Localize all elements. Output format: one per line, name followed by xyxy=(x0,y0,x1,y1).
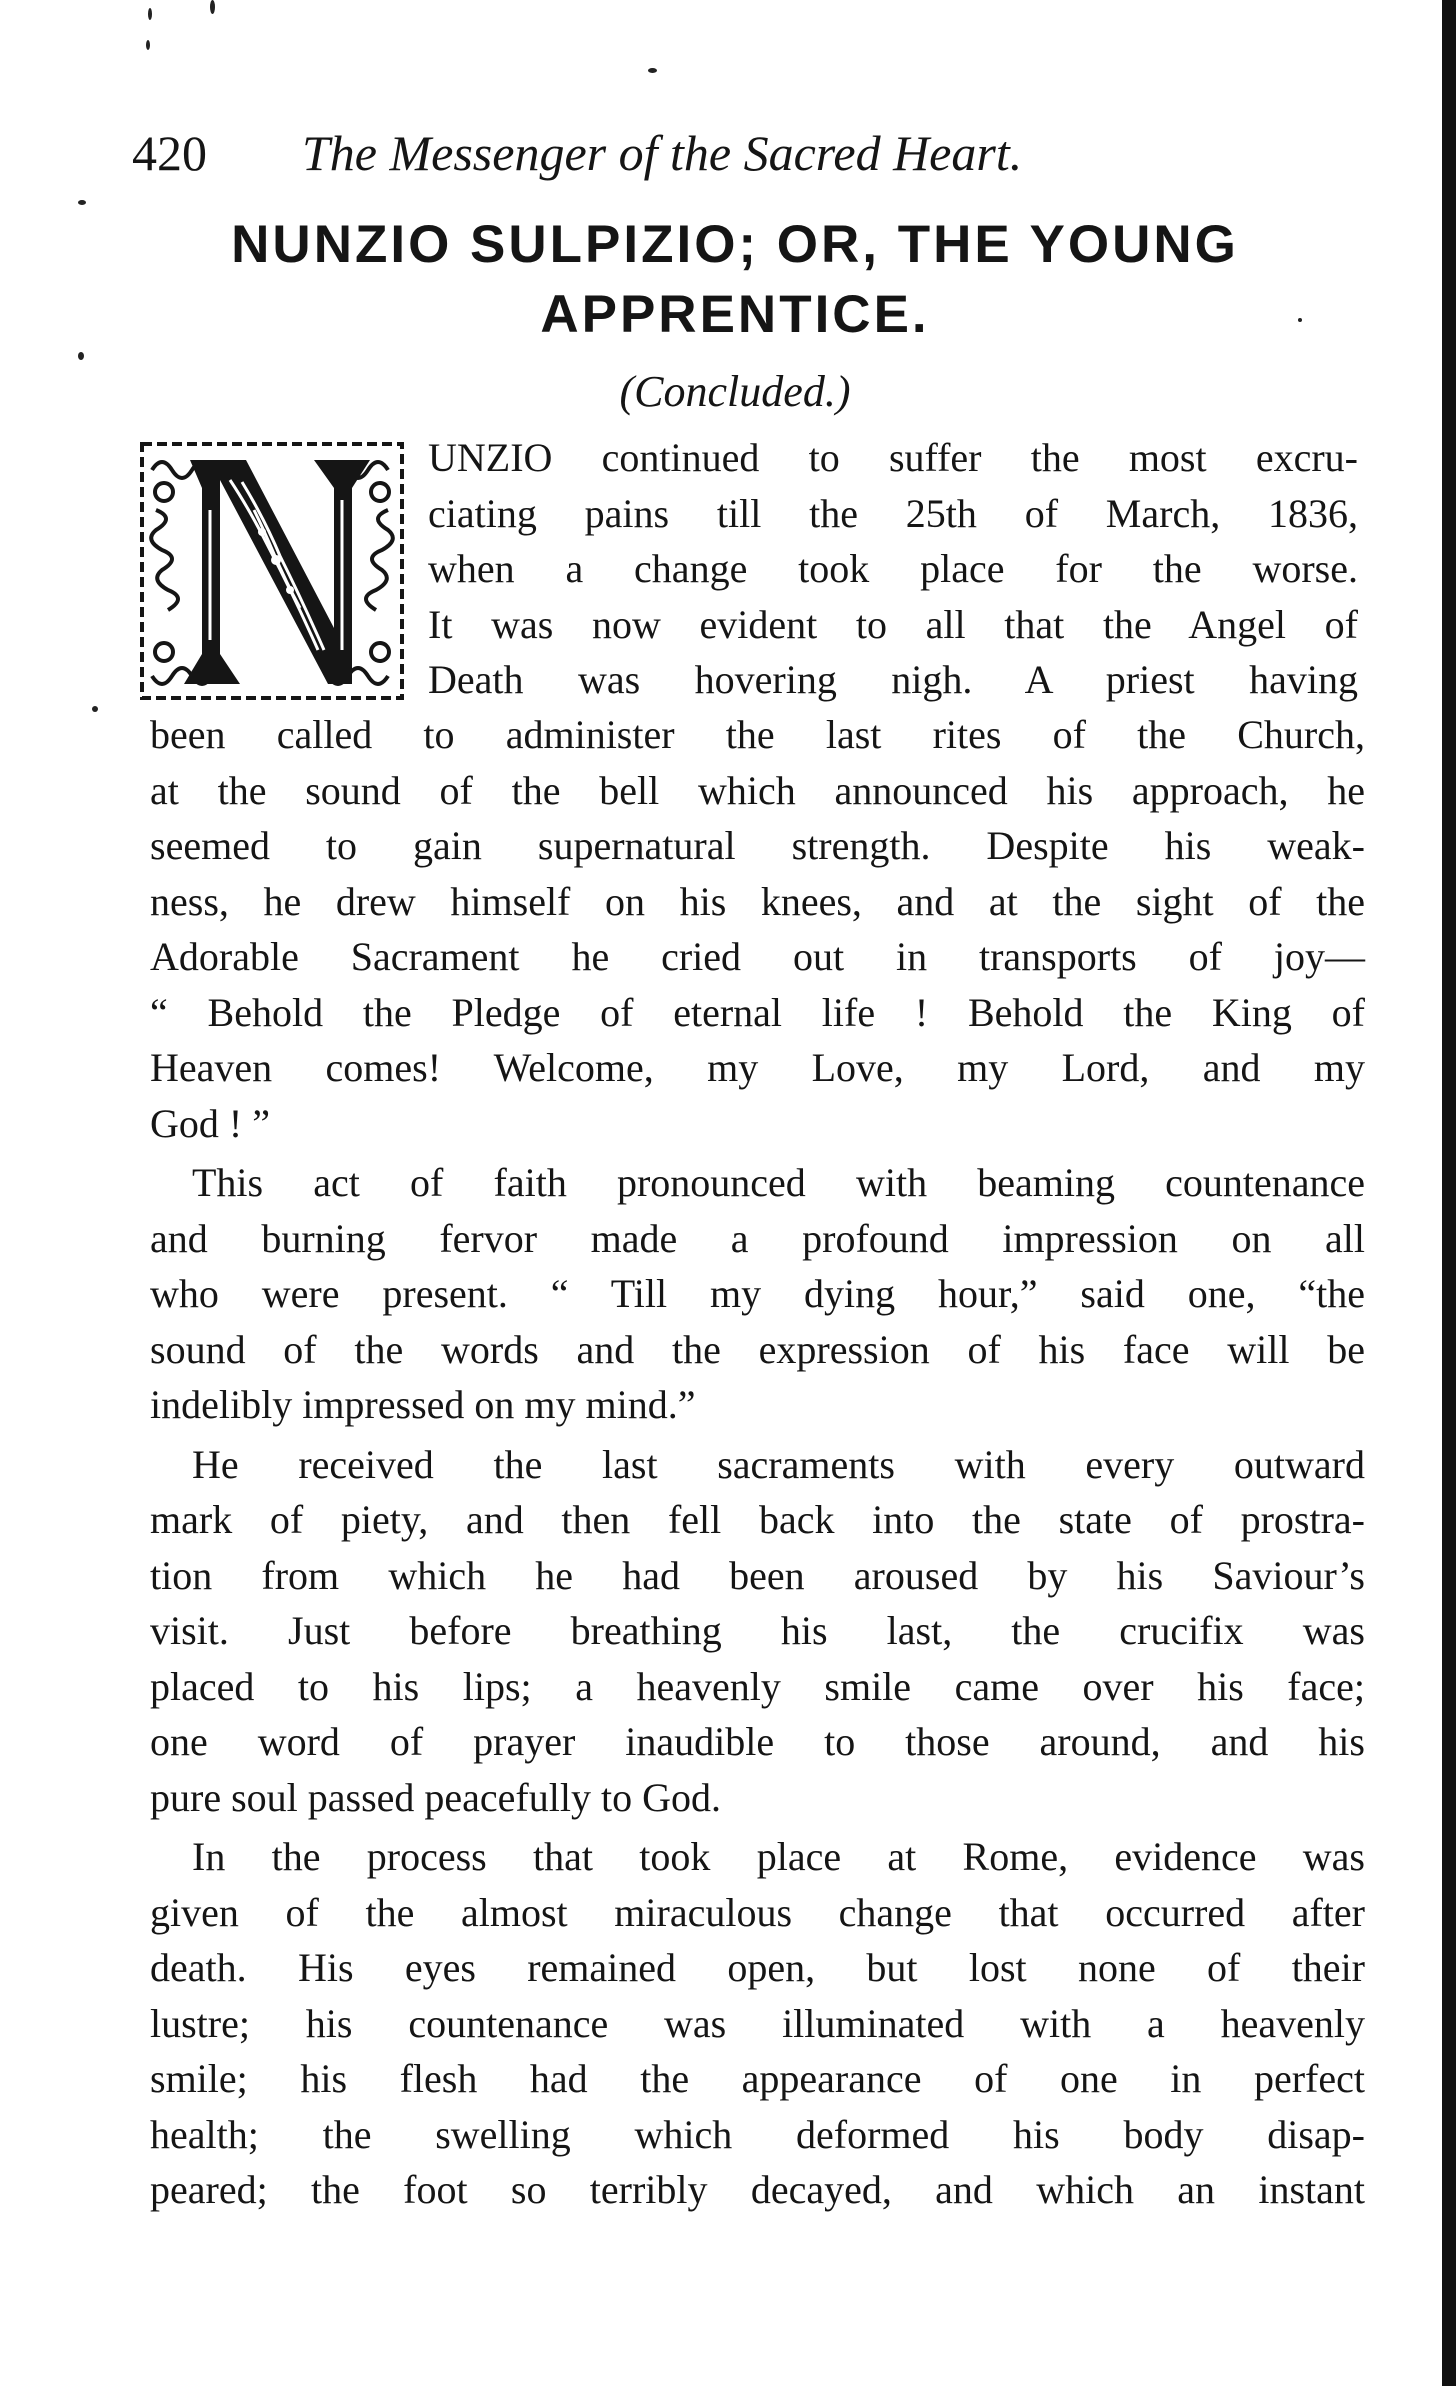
text-line: death. His eyes remained open, but lost none of their xyxy=(150,1945,1365,1990)
ink-speck xyxy=(648,68,657,73)
text-line: visit. Just before breathing his last, the crucifix was xyxy=(150,1608,1365,1653)
text-line: UNZIO continued to suffer the most excru- xyxy=(428,435,1358,480)
text-line: indelibly impressed on my mind.” xyxy=(150,1382,696,1427)
text-line: health; the swelling which deformed his body disap- xyxy=(150,2111,1365,2157)
text-line: ciating pains till the 25th of March, 1836, xyxy=(428,490,1358,536)
ink-speck xyxy=(148,8,152,20)
article-subtitle: (Concluded.) xyxy=(619,367,851,416)
text-line: In the process that took place at Rome, evidence was xyxy=(192,1834,1365,1879)
text-line: sound of the words and the expression of his face will be xyxy=(150,1326,1365,1372)
text-line: Heaven comes! Welcome, my Love, my Lord, and my xyxy=(150,1045,1365,1090)
text-line: Death was hovering nigh. A priest having xyxy=(428,657,1358,702)
text-line: one word of prayer inaudible to those around, and his xyxy=(150,1719,1365,1764)
text-line: at the sound of the bell which announced his approach, he xyxy=(150,767,1365,813)
article-title-line-2: APPRENTICE. xyxy=(540,285,930,344)
text-line: He received the last sacraments with every outward xyxy=(192,1441,1365,1487)
article-title xyxy=(120,210,1350,350)
article-body xyxy=(150,707,1365,2218)
text-line: when a change took place for the worse. xyxy=(428,546,1358,591)
page-binding-edge xyxy=(1442,0,1456,2386)
ink-speck xyxy=(146,40,150,50)
text-line: It was now evident to all that the Angel of xyxy=(428,601,1358,647)
ink-speck xyxy=(92,706,98,712)
ink-speck xyxy=(78,200,86,205)
text-line: smile; his flesh had the appearance of one in perfect xyxy=(150,2056,1365,2101)
text-line: “ Behold the Pledge of eternal life ! Behold the King of xyxy=(150,989,1365,1035)
ink-speck xyxy=(210,0,215,14)
opening-lines xyxy=(428,430,1358,708)
text-line: This act of faith pronounced with beaming countenance xyxy=(192,1160,1365,1205)
text-line: placed to his lips; a heavenly smile came over his face; xyxy=(150,1663,1365,1709)
text-line: God ! ” xyxy=(150,1100,270,1146)
text-line: been called to administer the last rites of the Church, xyxy=(150,712,1365,757)
paragraph-3 xyxy=(150,1437,1365,1826)
text-line: who were present. “ Till my dying hour,” said one, “the xyxy=(150,1271,1365,1316)
text-line: seemed to gain supernatural strength. Despite his weak- xyxy=(150,823,1365,868)
text-line: pure soul passed peacefully to God. xyxy=(150,1774,721,1820)
ornamental-drop-cap xyxy=(138,440,406,702)
text-line: and burning fervor made a profound impression on all xyxy=(150,1215,1365,1261)
ink-speck xyxy=(78,352,84,360)
paragraph-1 xyxy=(150,707,1365,1151)
text-line: Adorable Sacrament he cried out in transports of joy— xyxy=(150,934,1365,979)
text-line: mark of piety, and then fell back into the state of prostra- xyxy=(150,1497,1365,1542)
text-line: lustre; his countenance was illuminated with a heavenly xyxy=(150,2000,1365,2046)
text-line: given of the almost miraculous change that occurred after xyxy=(150,1889,1365,1935)
paragraph-2 xyxy=(150,1155,1365,1433)
text-line: peared; the foot so terribly decayed, and which an instant xyxy=(150,2167,1365,2212)
journal-title: The Messenger of the Sacred Heart. xyxy=(302,125,1023,181)
article-title-line-1: NUNZIO SULPIZIO; OR, THE YOUNG xyxy=(231,215,1239,274)
page-number: 420 xyxy=(132,125,207,181)
text-line: tion from which he had been aroused by his Saviour’s xyxy=(150,1552,1365,1598)
running-head xyxy=(132,118,1192,188)
paragraph-4 xyxy=(150,1829,1365,2218)
text-line: ness, he drew himself on his knees, and at the sight of the xyxy=(150,878,1365,924)
